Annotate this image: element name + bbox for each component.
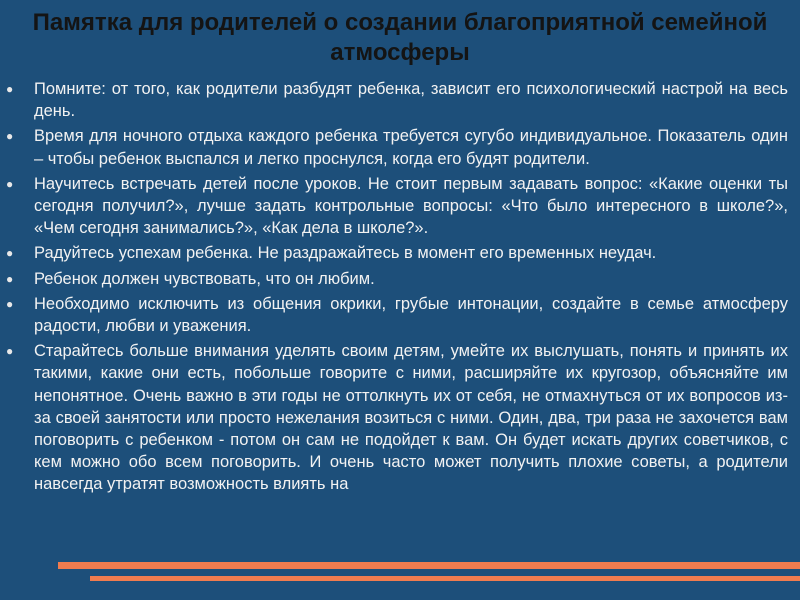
bullet-text: Время для ночного отдыха каждого ребенка требуется сугубо индивидуальное. Показатель один – чтобы ребенок выспался и легко проснулся, когда его будят родители. [34,127,788,168]
bullet-text: Радуйтесь успехам ребенка. Не раздражайтесь в момент его временных неудач. [34,244,657,263]
bullet-dot-icon: ● [6,246,14,261]
bullet-text: Старайтесь больше внимания уделять своим детям, умейте их выслушать, понять и принять их такими, какие они есть, побольше говорите с ними, расширяйте их кругозор, объясняйте им непонятное. Очень важно в эти годы не оттолкнуть их от себя, не отмахнуться от их вопросов из-за своей занятости или просто нежелания возиться с ними. Один, два, три раза не захочется вам поговорить с ребенком - потом он сам не подойдет к вам. Он будет искать других советчиков, с кем можно обо всем поговорить. И очень часто может получить плохие советы, а родители навсегда утратят возможность влиять на [34,342,788,494]
bullet-item [0,173,800,240]
bullet-text: Необходимо исключить из общения окрики, грубые интонации, создайте в семье атмосферу радости, любви и уважения. [34,294,788,336]
decorative-stripe [58,562,800,569]
bullet-list [0,78,800,499]
bullet-dot-icon: ● [6,271,14,286]
bullet-item [0,340,800,495]
bullet-dot-icon: ● [6,296,14,311]
bullet-item [0,78,800,122]
bullet-dot-icon: ● [6,176,14,191]
bullet-text: Ребенок должен чувствовать, что он любим. [34,269,375,288]
bullet-item [0,268,800,290]
bullet-item [0,125,800,169]
bullet-item [0,242,800,264]
bullet-text: Научитесь встречать детей после уроков. Не стоит первым задавать вопрос: «Какие оценки ты сегодня получил?», лучше задать контрольные вопросы: «Что было интересного в школе?», «Чем сегодня занимались?», «Как дела в школе?». [34,174,788,238]
bullet-dot-icon: ● [6,82,14,96]
bullet-dot-icon: ● [6,344,14,359]
decorative-stripe [90,576,800,581]
bullet-item [0,293,800,337]
slide-title: Памятка для родителей о создании благоприятной семейной атмосферы [32,9,768,66]
bullet-text: Помните: от того, как родители разбудят ребенка, зависит его психологический настрой на весь день. [34,80,788,121]
bullet-dot-icon: ● [6,129,14,144]
